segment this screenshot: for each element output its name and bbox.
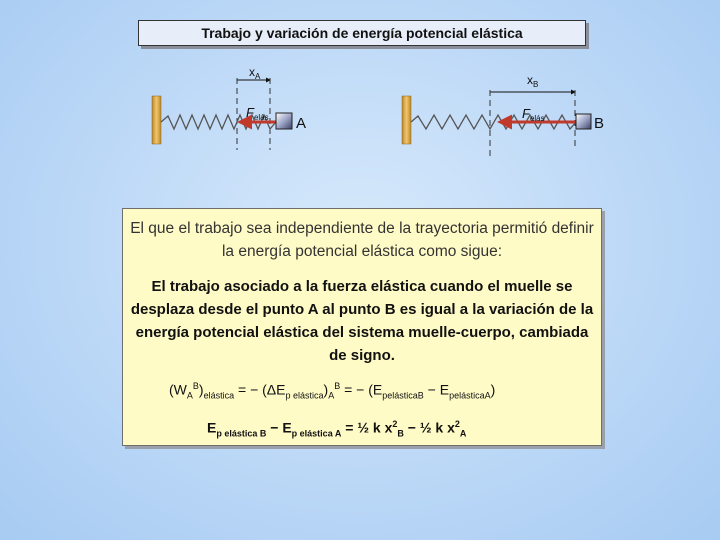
spring-system-b — [402, 90, 591, 160]
point-a-label: A — [296, 115, 307, 132]
x-a-label: $x_A$ — [249, 65, 261, 81]
x-b-label: $x_B$ — [527, 73, 539, 89]
intro-text: El que el trabajo sea independiente de la trayectoria permitió definir la energía potencial elástica como sigue: — [130, 220, 594, 260]
force-a-label: $F_{elás}$ — [246, 105, 269, 122]
wall-b — [402, 96, 411, 144]
spring-diagram — [0, 0, 720, 200]
elastic-energy-formula: $E_{p elástica B} - E_{p elástica A}$ = ½ k $x^2_B$ − ½ k $x^2_A$ — [207, 419, 467, 439]
block-b — [576, 114, 591, 129]
force-b-label: $F_{elás}$ — [522, 106, 545, 123]
wall-a — [152, 96, 161, 144]
work-statement: El trabajo asociado a la fuerza elástica cuando el muelle se desplaza desde el punto A al punto B es igual a la variación de la energía potencial elástica del sistema muelle-cuerpo, cambiada de signo. — [130, 278, 594, 364]
block-a — [276, 113, 292, 129]
spring-system-a — [152, 78, 292, 150]
info-box — [122, 208, 602, 446]
work-energy-formula: $(W_A^B)_{elástica}$ = − $(\Delta E_{p elástica})_A^B$ = − $(E_{pelásticaB} - E_{pelásticaA})$ — [169, 381, 496, 401]
page-title: Trabajo y variación de energía potencial elástica — [201, 25, 523, 41]
point-b-label: B — [594, 115, 605, 132]
